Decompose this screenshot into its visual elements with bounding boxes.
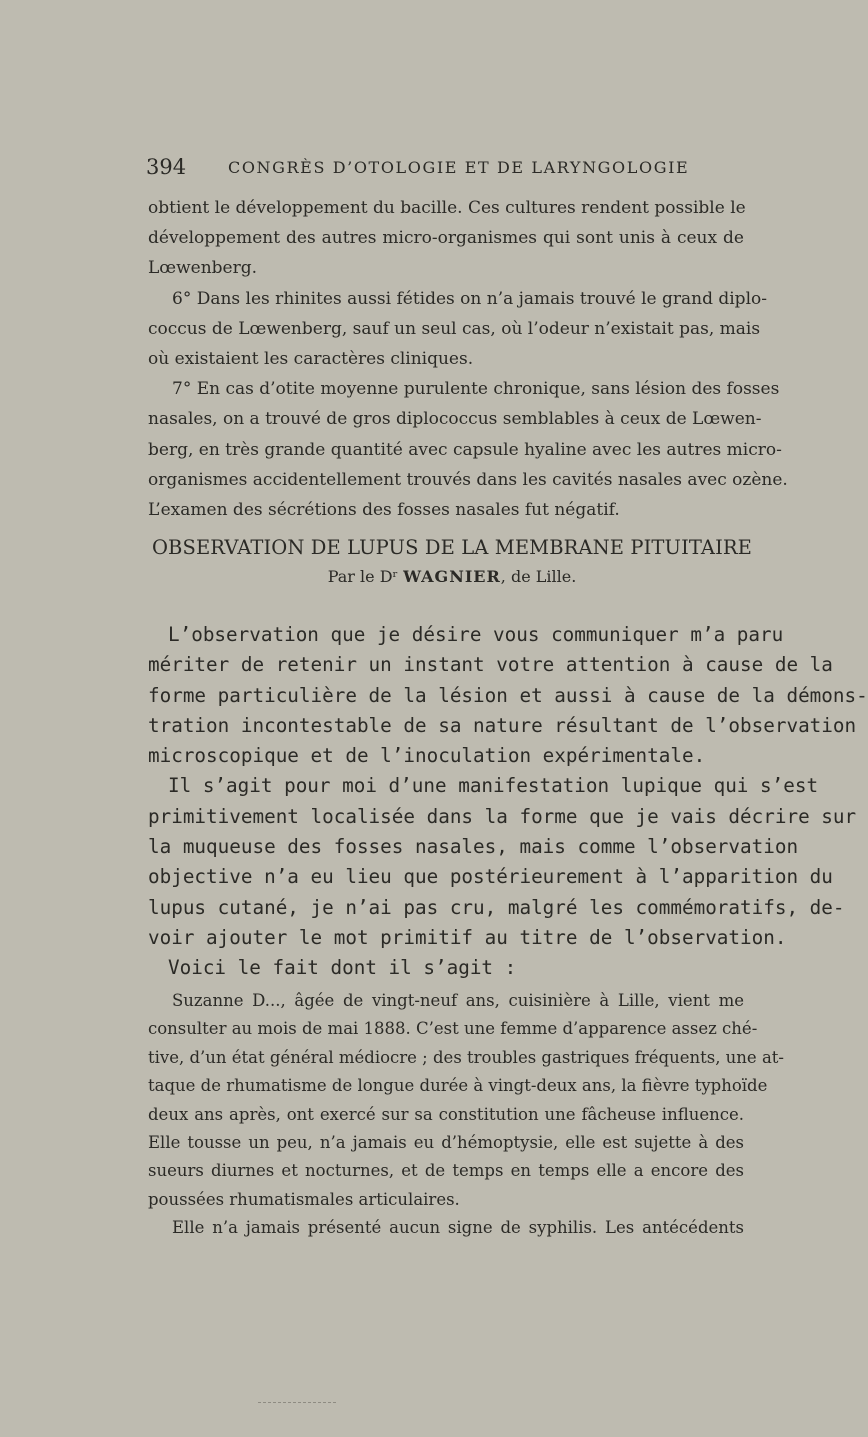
text-line: Elle tousse un peu, n’a jamais eu d’hémoptysie, elle est sujette à des bbox=[148, 1132, 744, 1152]
text-line: mériter de retenir un instant votre attention à cause de la bbox=[148, 653, 833, 677]
text-line: consulter au mois de mai 1888. C’est une femme d’apparence assez ché- bbox=[148, 1019, 758, 1039]
text-line: où existaient les caractères cliniques. bbox=[148, 348, 474, 369]
byline-prefix: Par le Dʳ bbox=[327, 567, 399, 586]
text-line: 6° Dans les rhinites aussi fétides on n’a jamais trouvé le grand diplo- bbox=[172, 288, 767, 309]
text-line: Voici le fait dont il s’agit : bbox=[168, 956, 517, 980]
text-line: forme particulière de la lésion et aussi à cause de la démons- bbox=[148, 683, 868, 707]
byline-suffix: , de Lille. bbox=[500, 567, 577, 586]
text-line: lupus cutané, je n’ai pas cru, malgré les commémoratifs, de- bbox=[148, 895, 845, 919]
text-line: obtient le développement du bacille. Ces cultures rendent possible le bbox=[148, 198, 746, 218]
text-line: organismes accidentellement trouvés dans les cavités nasales avec ozène. bbox=[148, 469, 788, 490]
print-mark bbox=[258, 1402, 336, 1403]
text-line: voir ajouter le mot primitif au titre de l’observation. bbox=[148, 925, 787, 949]
text-line: poussées rhumatismales articulaires. bbox=[148, 1189, 460, 1209]
article-title: OBSERVATION DE LUPUS DE LA MEMBRANE PITUITAIRE bbox=[151, 536, 753, 559]
text-line: Elle n’a jamais présenté aucun signe de syphilis. Les antécédents bbox=[172, 1218, 744, 1238]
text-line: coccus de Lœwenberg, sauf un seul cas, où l’odeur n’existait pas, mais bbox=[148, 318, 761, 339]
text-line: Lœwenberg. bbox=[148, 258, 258, 279]
section-3-paragraphs bbox=[148, 987, 784, 1243]
section-2-paragraphs bbox=[148, 620, 868, 984]
text-line: objective n’a eu lieu que postérieurement à l’apparition du bbox=[148, 865, 833, 889]
text-line: tration incontestable de sa nature résultant de l’observation bbox=[148, 713, 857, 737]
text-line: taque de rhumatisme de longue durée à vingt-deux ans, la fièvre typhoïde bbox=[148, 1076, 768, 1096]
text-line: L’observation que je désire vous communiquer m’a paru bbox=[168, 623, 784, 646]
text-line: deux ans après, ont exercé sur sa constitution une fâcheuse influence. bbox=[148, 1104, 744, 1124]
text-line: sueurs diurnes et nocturnes, et de temps en temps elle a encore des bbox=[148, 1161, 744, 1181]
text-line: la muqueuse des fosses nasales, mais comme l’observation bbox=[148, 835, 799, 859]
text-line: microscopique et de l’inoculation expérimentale. bbox=[148, 744, 706, 768]
text-line: L’examen des sécrétions des fosses nasales fut négatif. bbox=[148, 499, 620, 520]
text-line: primitivement localisée dans la forme que je vais décrire sur bbox=[148, 804, 857, 828]
text-line: développement des autres micro-organismes qui sont unis à ceux de bbox=[148, 228, 744, 249]
text-line: Suzanne D..., âgée de vingt-neuf ans, cuisinière à Lille, vient me bbox=[172, 991, 744, 1010]
text-line: 7° En cas d’otite moyenne purulente chronique, sans lésion des fosses bbox=[172, 379, 780, 400]
text-line: tive, d’un état général médiocre ; des troubles gastriques fréquents, une at- bbox=[148, 1047, 784, 1067]
running-head: CONGRÈS D’OTOLOGIE ET DE LARYNGOLOGIE bbox=[228, 158, 690, 177]
text-line: berg, en très grande quantité avec capsule hyaline avec les autres micro- bbox=[148, 439, 782, 460]
text-line: Il s’agit pour moi d’une manifestation lupique qui s’est bbox=[168, 774, 819, 798]
article-byline bbox=[148, 567, 756, 586]
page-number: 394 bbox=[146, 155, 187, 179]
byline-author: WAGNIER bbox=[403, 567, 501, 586]
section-1-paragraphs bbox=[148, 193, 788, 525]
page-header bbox=[146, 155, 756, 189]
text-line: nasales, on a trouvé de gros diplococcus semblables à ceux de Lœwen- bbox=[148, 409, 762, 430]
